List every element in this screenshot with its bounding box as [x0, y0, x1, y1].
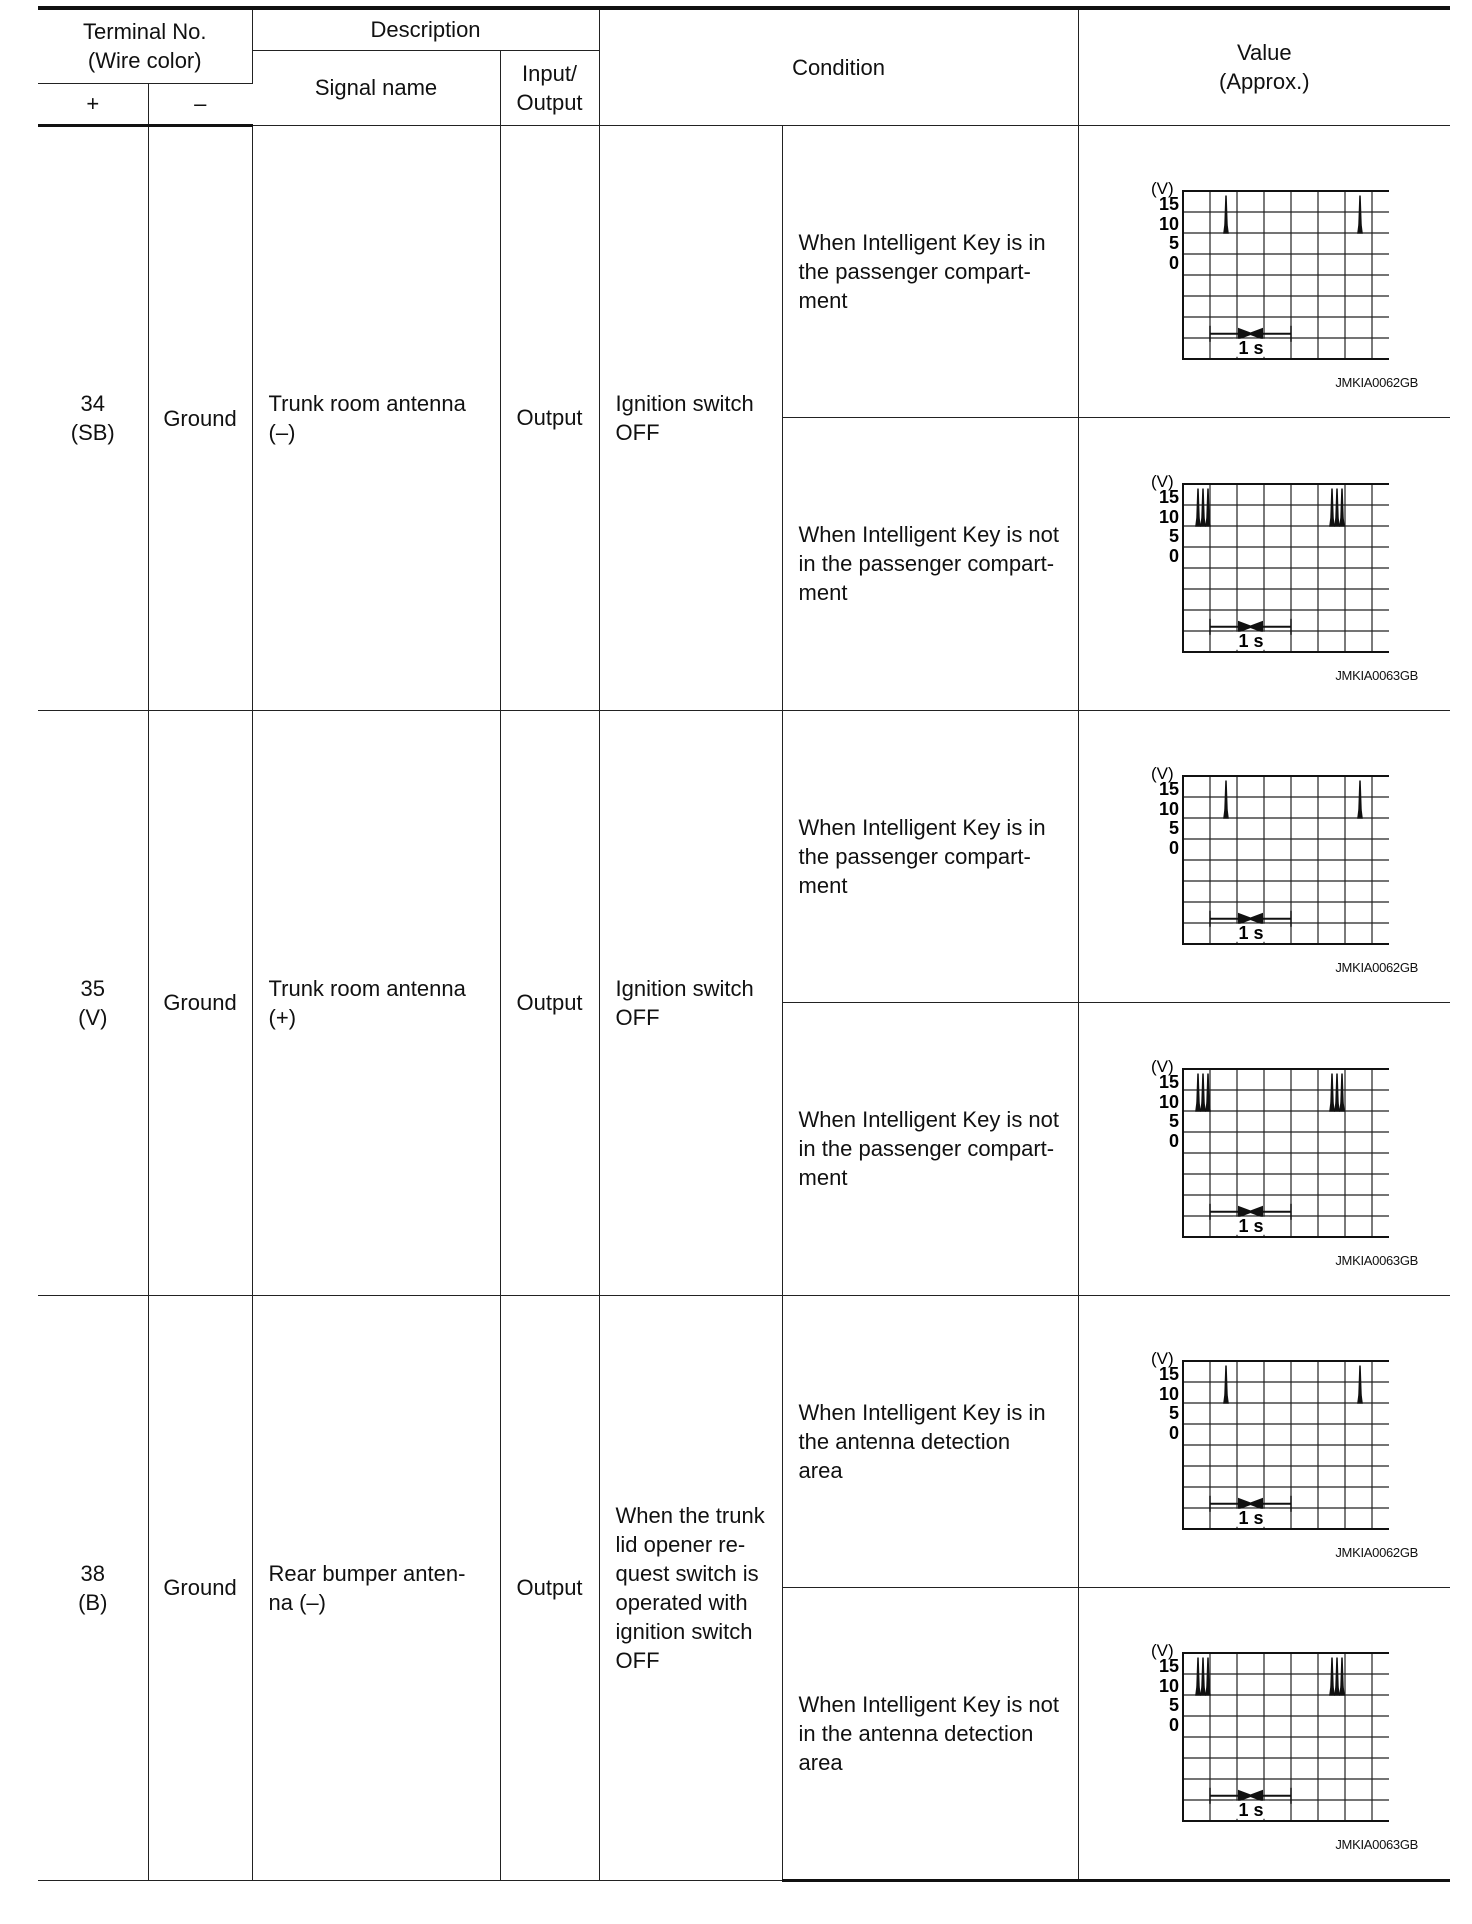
pulse	[1201, 1073, 1205, 1111]
table-row	[38, 710, 1450, 1002]
oscilloscope-waveform	[1139, 474, 1389, 654]
pulse	[1358, 196, 1362, 234]
input-output-cell: Output	[500, 1295, 599, 1880]
time-scale-label: 1 s	[1238, 1799, 1264, 1820]
time-scale-label: 1 s	[1238, 922, 1264, 943]
waveform-cell	[1078, 1295, 1450, 1587]
y-tick-label: 15	[1159, 1656, 1180, 1676]
time-scale-label: 1 s	[1238, 1507, 1264, 1528]
y-tick-label: 10	[1159, 506, 1180, 527]
pulse	[1340, 1658, 1344, 1696]
condition-main-cell: Ignition switch OFF	[599, 125, 782, 710]
time-scale-label: 1 s	[1238, 1215, 1264, 1236]
y-unit-label: (V)	[1151, 1643, 1174, 1660]
pulse	[1196, 1073, 1200, 1111]
terminal-no-cell: 34 (SB)	[38, 125, 148, 710]
figure-code: JMKIA0063GB	[1335, 1252, 1419, 1268]
header-description: Description	[252, 8, 599, 50]
signal-name-cell: Trunk room antenna (+)	[252, 710, 500, 1295]
y-unit-label: (V)	[1151, 1351, 1174, 1368]
ground-cell: Ground	[148, 710, 252, 1295]
y-tick-label: 10	[1159, 1676, 1180, 1696]
header-plus: +	[38, 83, 148, 125]
figure-code: JMKIA0062GB	[1335, 374, 1419, 390]
y-tick-label: 0	[1169, 545, 1180, 566]
ground-cell: Ground	[148, 125, 252, 710]
waveform-cell	[1078, 125, 1450, 417]
ground-cell: Ground	[148, 1295, 252, 1880]
condition-sub-cell: When Intelligent Key is not in the antenna detection area	[782, 1587, 1078, 1880]
y-tick-label: 5	[1169, 1695, 1180, 1715]
y-tick-label: 15	[1159, 779, 1180, 799]
y-tick-label: 5	[1169, 1403, 1180, 1423]
signal-name-cell: Trunk room antenna (–)	[252, 125, 500, 710]
terminal-no-cell: 35 (V)	[38, 710, 148, 1295]
header-minus: –	[148, 83, 252, 125]
figure-code: JMKIA0062GB	[1335, 1544, 1419, 1560]
header-terminal-no: Terminal No. (Wire color)	[38, 8, 252, 83]
terminal-table	[38, 6, 1450, 1882]
pulse	[1224, 196, 1228, 234]
header-input-output: Input/ Output	[500, 50, 599, 125]
pulse	[1196, 1658, 1200, 1696]
terminal-no-cell: 38 (B)	[38, 1295, 148, 1880]
oscilloscope-waveform	[1139, 1643, 1389, 1823]
y-tick-label: 5	[1169, 525, 1180, 546]
pulse	[1330, 488, 1334, 526]
pulse	[1224, 781, 1228, 819]
table-row	[38, 125, 1450, 417]
y-tick-label: 10	[1159, 1091, 1180, 1112]
y-tick-label: 5	[1169, 233, 1180, 253]
y-tick-label: 5	[1169, 1110, 1180, 1131]
terminal-table-page	[38, 6, 1450, 1882]
y-tick-label: 10	[1159, 214, 1180, 234]
figure-code: JMKIA0063GB	[1335, 667, 1419, 683]
pulse	[1201, 488, 1205, 526]
oscilloscope-waveform	[1139, 1059, 1389, 1239]
y-tick-label: 0	[1169, 253, 1180, 273]
oscilloscope-waveform	[1139, 1351, 1389, 1531]
pulse	[1330, 1073, 1334, 1111]
input-output-cell: Output	[500, 710, 599, 1295]
input-output-cell: Output	[500, 125, 599, 710]
header-value: Value (Approx.)	[1078, 8, 1450, 125]
condition-sub-cell: When Intelligent Key is in the passenger compart- ment	[782, 710, 1078, 1002]
condition-main-cell: Ignition switch OFF	[599, 710, 782, 1295]
signal-name-cell: Rear bumper anten- na (–)	[252, 1295, 500, 1880]
pulse	[1340, 1073, 1344, 1111]
header-signal-name: Signal name	[252, 50, 500, 125]
pulse	[1201, 1658, 1205, 1696]
pulse	[1335, 488, 1339, 526]
y-tick-label: 0	[1169, 1423, 1180, 1443]
waveform-cell	[1078, 1002, 1450, 1295]
y-tick-label: 0	[1169, 838, 1180, 858]
figure-code: JMKIA0063GB	[1335, 1836, 1419, 1852]
table-row	[38, 1295, 1450, 1587]
y-tick-label: 15	[1159, 194, 1180, 214]
condition-sub-cell: When Intelligent Key is not in the passenger compart- ment	[782, 417, 1078, 710]
pulse	[1358, 1366, 1362, 1404]
pulse	[1335, 1658, 1339, 1696]
header-condition: Condition	[599, 8, 1078, 125]
pulse	[1340, 488, 1344, 526]
waveform-cell	[1078, 417, 1450, 710]
y-tick-label: 10	[1159, 799, 1180, 819]
y-tick-label: 0	[1169, 1130, 1180, 1151]
condition-sub-cell: When Intelligent Key is in the passenger compart- ment	[782, 125, 1078, 417]
condition-main-cell: When the trunk lid opener re- quest switch is operated with ignition switch OFF	[599, 1295, 782, 1880]
y-tick-label: 15	[1159, 1364, 1180, 1384]
y-tick-label: 5	[1169, 818, 1180, 838]
oscilloscope-waveform	[1139, 766, 1389, 946]
table-body	[38, 125, 1450, 1880]
pulse	[1196, 488, 1200, 526]
y-unit-label: (V)	[1151, 473, 1174, 491]
y-unit-label: (V)	[1151, 181, 1174, 198]
waveform-cell	[1078, 710, 1450, 1002]
pulse	[1224, 1366, 1228, 1404]
condition-sub-cell: When Intelligent Key is not in the passenger compart- ment	[782, 1002, 1078, 1295]
y-tick-label: 15	[1159, 486, 1180, 507]
y-unit-label: (V)	[1151, 1058, 1174, 1076]
pulse	[1358, 781, 1362, 819]
figure-code: JMKIA0062GB	[1335, 959, 1419, 975]
y-tick-label: 10	[1159, 1384, 1180, 1404]
time-scale-label: 1 s	[1238, 630, 1264, 651]
condition-sub-cell: When Intelligent Key is in the antenna detection area	[782, 1295, 1078, 1587]
waveform-cell	[1078, 1587, 1450, 1880]
y-unit-label: (V)	[1151, 766, 1174, 783]
pulse	[1330, 1658, 1334, 1696]
y-tick-label: 15	[1159, 1071, 1180, 1092]
oscilloscope-waveform	[1139, 181, 1389, 361]
y-tick-label: 0	[1169, 1715, 1180, 1735]
pulse	[1335, 1073, 1339, 1111]
time-scale-label: 1 s	[1238, 337, 1264, 358]
